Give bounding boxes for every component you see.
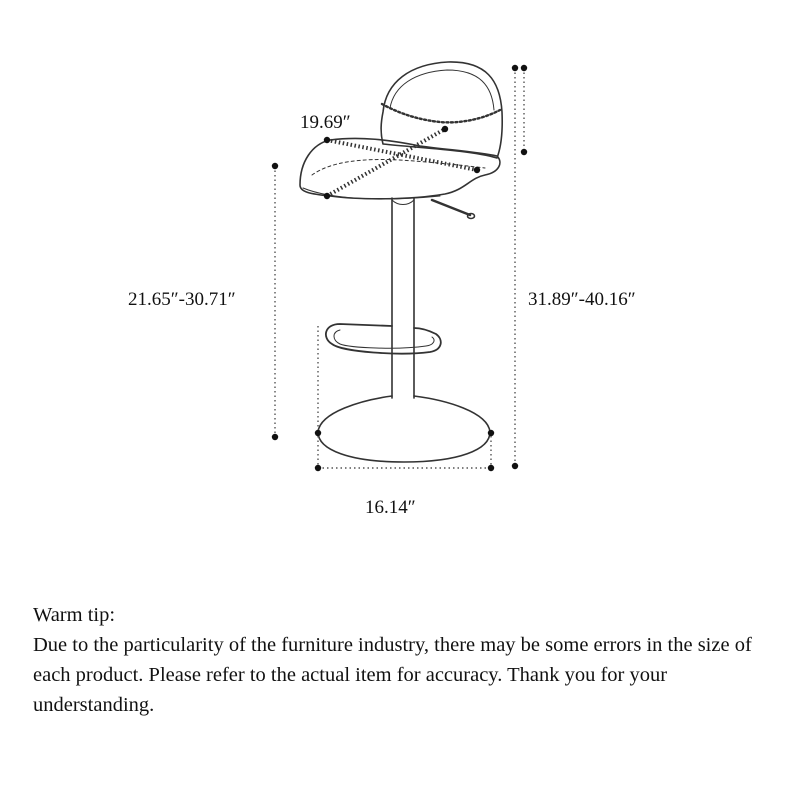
stool-footrest-inner [334, 330, 434, 348]
dim-dot [272, 163, 278, 169]
dim-dot [521, 65, 527, 71]
warm-tip [33, 600, 773, 720]
stool-backrest [381, 62, 502, 158]
stool-base-top-right [414, 396, 490, 432]
stool-seat [300, 138, 500, 198]
seat-height-label: 21.65″-30.71″ [128, 289, 236, 310]
dim-dot [512, 463, 518, 469]
warm-tip-heading: Warm tip: [33, 604, 116, 626]
dim-dot [324, 193, 330, 199]
base-diameter-label: 16.14″ [365, 497, 416, 518]
stool-backrest-stitch [382, 104, 500, 122]
stool-backrest-seam [390, 70, 494, 110]
stool-lift-lever-tip [468, 214, 475, 219]
dim-dot [512, 65, 518, 71]
dim-dot [315, 430, 321, 436]
dim-dot [521, 149, 527, 155]
dim-dot [488, 430, 494, 436]
stool-seat-stitch [312, 160, 485, 175]
seat-width-label: 19.69″ [300, 112, 351, 133]
dim-dot [442, 126, 448, 132]
stool-seat-edge [303, 188, 440, 199]
dim-dot [324, 137, 330, 143]
stool-footrest [326, 324, 441, 354]
stool-base-top [318, 396, 392, 432]
stool-column [392, 198, 414, 398]
stool-base [318, 432, 490, 462]
dim-dot [488, 465, 494, 471]
dim-dot [315, 465, 321, 471]
warm-tip-body: Due to the particularity of the furniture industry, there may be some errors in the size of each product. Please refer to the actual item for accuracy. Thank you for your understanding. [33, 634, 752, 716]
dim-dot [272, 434, 278, 440]
dim-dot [474, 167, 480, 173]
stool-column-cap [392, 200, 414, 205]
stool-lift-lever [432, 200, 470, 215]
total-height-label: 31.89″-40.16″ [528, 289, 636, 310]
